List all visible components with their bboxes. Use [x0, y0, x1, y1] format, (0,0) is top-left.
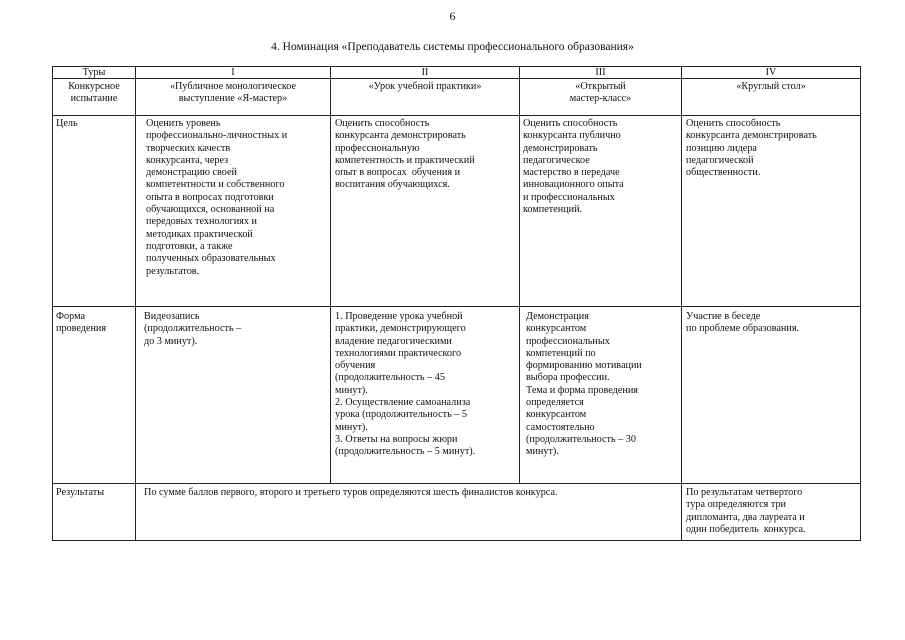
- contest-name-3: «Открытый мастер-класс»: [520, 79, 682, 116]
- results-label: Результаты: [53, 484, 136, 541]
- form-tour-4: Участие в беседе по проблеме образования.: [682, 307, 861, 484]
- page-number: 6: [449, 9, 456, 23]
- goal-tour-3: Оценить способность конкурсанта публично демонстрировать педагогическое мастерство в передаче инновационного опыта и профессиональных компетенций.: [520, 116, 682, 307]
- form-tour-3: Демонстрация конкурсантом профессиональных компетенций по формированию мотивации выбора профессии. Тема и форма проведения определяется конкурсантом самостоятельно (продолжительность – 30 минут).: [520, 307, 682, 484]
- goal-label: Цель: [53, 116, 136, 307]
- form-row: [53, 307, 861, 484]
- tour-number-2: II: [331, 67, 520, 79]
- tour-number-3: III: [520, 67, 682, 79]
- goal-tour-2: Оценить способность конкурсанта демонстрировать профессиональную компетентность и практический опыт в вопросах обучения и воспитания обучающихся.: [331, 116, 520, 307]
- results-tour-4: По результатам четвертого тура определяются три дипломанта, два лауреата и один победитель конкурса.: [682, 484, 861, 541]
- tour-number-4: IV: [682, 67, 861, 79]
- tours-label: Туры: [53, 67, 136, 79]
- form-tour-2: 1. Проведение урока учебной практики, демонстрирующего владение педагогическими технологиями практического обучения (продолжительность – 45 минут). 2. Осуществление самоанализа урока (продолжительность – 5 минут). 3. Ответы на вопросы жюри (продолжительность – 5 минут).: [331, 307, 520, 484]
- contest-name-4: «Круглый стол»: [682, 79, 861, 116]
- form-tour-1: Видеозапись (продолжительность – до 3 минут).: [136, 307, 331, 484]
- nomination-table: [52, 66, 861, 541]
- goal-row: [53, 116, 861, 307]
- results-tours-1-3: По сумме баллов первого, второго и третьего туров определяются шесть финалистов конкурса.: [136, 484, 682, 541]
- contest-label: Конкурсное испытание: [53, 79, 136, 116]
- goal-tour-1: Оценить уровень профессионально-личностных и творческих качеств конкурсанта, через демонстрацию своей компетентности и собственного опыта в вопросах подготовки обучающихся, основанной на передовых технологиях и методиках практической подготовки, а также полученных образовательных результатов.: [136, 116, 331, 307]
- contest-row: [53, 79, 861, 116]
- tour-number-1: I: [136, 67, 331, 79]
- document-heading: 4. Номинация «Преподаватель системы профессионального образования»: [271, 41, 634, 53]
- results-row: [53, 484, 861, 541]
- form-label: Форма проведения: [53, 307, 136, 484]
- contest-name-2: «Урок учебной практики»: [331, 79, 520, 116]
- tours-row: [53, 67, 861, 79]
- goal-tour-4: Оценить способность конкурсанта демонстрировать позицию лидера педагогической общественности.: [682, 116, 861, 307]
- contest-name-1: «Публичное монологическое выступление «Я-мастер»: [136, 79, 331, 116]
